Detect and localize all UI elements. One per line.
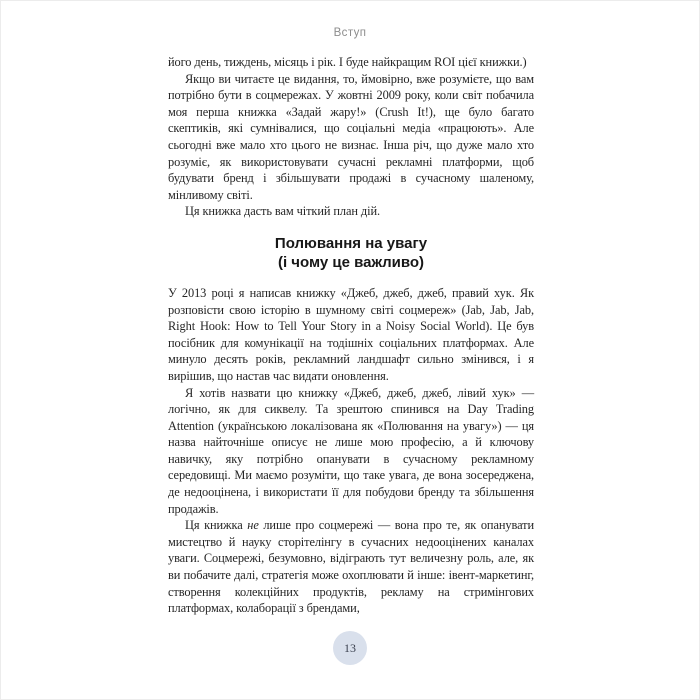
- paragraph: Якщо ви читаєте це видання, то, ймовірно, вже розумієте, що вам потрібно бути в соцмережах. У жовтні 2009 року, коли світ побачила моя перша книжка «Задай жару!» (Crush It!), ще було багато скептиків, які сумнівалися, що соціальні медіа «працюють». Але сьогодні вже мало хто цього не визнає. Інша річ, що дуже мало хто розуміє, як використовувати сучасні рекламні платформи, щоб будувати бренд і збільшувати продажі в сучасному шаленому, мінливому світі.: [168, 71, 534, 202]
- text-column: [168, 54, 534, 617]
- paragraph: Я хотів назвати цю книжку «Джеб, джеб, джеб, лівий хук» — логічно, як для сиквелу. Та зрештою спинився на Day Trading Attention (українською локалізована як «Полювання на увагу») — ця назва найточніше описує не лише мою професію, а й ключову навичку, яку потрібно опанувати в сучасному рекламному середовищі. Ми маємо розуміти, що таке увага, де вона зосереджена, де недооцінена, і використати її для побудови бренду та збільшення продажів.: [168, 385, 534, 516]
- paragraph: Ця книжка дасть вам чіткий план дій.: [185, 204, 380, 219]
- section-heading: Полювання на увагу (і чому це важливо): [274, 234, 428, 271]
- paragraph: його день, тиждень, місяць і рік. І буде найкращим ROI цієї книжки.): [168, 55, 527, 69]
- paragraph: У 2013 році я написав книжку «Джеб, джеб, джеб, правий хук. Як розповісти свою історію в шумному світі соцмереж» (Jab, Jab, Jab, Right Hook: How to Tell Your Story in a Noisy Social World). Це був посібник для комунікації на тодішніх соціальних платформах. Але минуло десять років, рекламний ландшафт сильно змінився, і я вирішив, що настав час видати оновлення.: [168, 285, 534, 383]
- page-number-badge: [333, 631, 367, 665]
- page-number: 13: [344, 640, 356, 655]
- paragraph: Ця книжка не лише про соцмережі — вона про те, як опанувати мистецтво й науку сторітелінгу в сучасних недооцінених каналах уваги. Соцмережі, безумовно, відіграють тут величезну роль, але, як ви побачите далі, стратегія може охоплювати й інше: івент-маркетинг, створення колекційних продуктів, рекламу на стримінгових платформах, колаборації з брендами,: [168, 518, 534, 616]
- page-footer: [1, 631, 699, 665]
- running-head: Вступ: [333, 27, 367, 39]
